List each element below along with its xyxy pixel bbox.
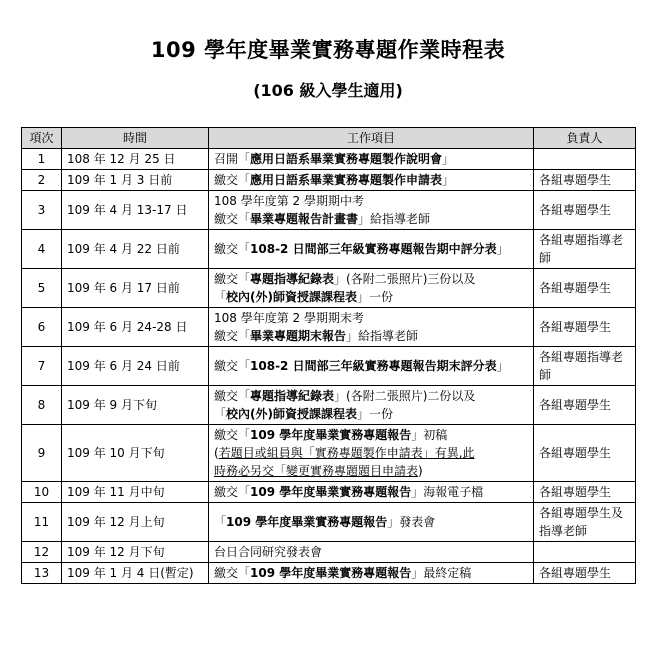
row-time: 108 年 12 月 25 日 [62,149,209,170]
task-text: 繳交「 [214,359,251,373]
task-line [214,240,528,258]
row-task [209,230,534,269]
header-no: 項次 [22,128,62,149]
row-task [209,149,534,170]
row-responsible: 各組專題學生 [534,563,636,584]
row-responsible: 各組專題學生 [534,425,636,482]
task-line [214,462,528,480]
row-task [209,563,534,584]
row-responsible: 各組專題學生 [534,386,636,425]
task-text: 時務必另交「變更實務專題題目申請表 [214,464,419,478]
row-task [209,425,534,482]
row-number: 4 [22,230,62,269]
table-row [22,542,636,563]
task-text: 」給指導老師 [358,212,431,226]
row-responsible: 各組專題學生 [534,170,636,191]
table-row [22,563,636,584]
row-time: 109 年 10 月下旬 [62,425,209,482]
task-line [214,192,528,210]
row-number: 2 [22,170,62,191]
task-text: 應用日語系畢業實務專題製作申請表 [250,173,443,187]
row-task [209,170,534,191]
row-time: 109 年 1 月 4 日(暫定) [62,563,209,584]
task-line [214,387,528,405]
task-text: 「 [214,407,227,421]
row-time: 109 年 11 月中旬 [62,482,209,503]
task-text: 」海報電子檔 [411,485,484,499]
row-time: 109 年 1 月 3 日前 [62,170,209,191]
task-line [214,513,528,531]
task-text: 108-2 日間部三年級實務專題報告期末評分表 [250,359,497,373]
task-text: 應用日語系畢業實務專題製作說明會 [250,152,443,166]
row-time: 109 年 9 月下旬 [62,386,209,425]
header-task: 工作項目 [209,128,534,149]
table-row [22,149,636,170]
row-time: 109 年 6 月 17 日前 [62,269,209,308]
task-line [214,444,528,462]
task-text: 」(各附二張照片)二份以及 [334,389,476,403]
task-text: 繳交「 [214,242,251,256]
row-time: 109 年 4 月 22 日前 [62,230,209,269]
row-number: 1 [22,149,62,170]
task-line [214,327,528,345]
task-text: 109 學年度畢業實務專題報告 [226,515,388,529]
document-subtitle: (106 級入學生適用) [253,81,403,100]
task-text: 」 [496,242,509,256]
row-time: 109 年 6 月 24 日前 [62,347,209,386]
task-text: 繳交「 [214,428,251,442]
row-task [209,191,534,230]
task-line [214,426,528,444]
task-text: 」給指導老師 [346,329,419,343]
table-row [22,503,636,542]
task-text: 108-2 日間部三年級實務專題報告期中評分表 [250,242,497,256]
task-line [214,564,528,582]
row-number: 7 [22,347,62,386]
table-row [22,191,636,230]
task-line [214,288,528,306]
task-text: 繳交「 [214,212,251,226]
task-text: 108 學年度第 2 學期期末考 [214,311,364,325]
row-number: 12 [22,542,62,563]
row-number: 8 [22,386,62,425]
row-number: 11 [22,503,62,542]
row-responsible [534,149,636,170]
task-line [214,483,528,501]
row-responsible: 各組專題學生 [534,269,636,308]
task-text: 109 學年度畢業實務專題報告 [250,428,412,442]
row-responsible [534,542,636,563]
table-row [22,425,636,482]
task-text: 繳交「 [214,566,251,580]
row-responsible: 各組專題指導老師 [534,347,636,386]
task-text: 繳交「 [214,173,251,187]
row-task [209,308,534,347]
table-row [22,482,636,503]
task-text: 「 [214,515,227,529]
task-text: ) [418,464,423,478]
task-text: 校內(外)師資授課課程表 [226,290,357,304]
task-line [214,150,528,168]
row-number: 10 [22,482,62,503]
task-line [214,309,528,327]
table-row [22,347,636,386]
task-text: 繳交「 [214,329,251,343]
task-text: 召開「 [214,152,251,166]
row-responsible: 各組專題學生 [534,482,636,503]
row-number: 3 [22,191,62,230]
row-number: 9 [22,425,62,482]
task-text: 「 [214,290,227,304]
task-text: 繳交「 [214,485,251,499]
task-line [214,543,528,561]
row-responsible: 各組專題指導老師 [534,230,636,269]
header-responsible: 負責人 [534,128,636,149]
task-text: 」最終定稿 [411,566,472,580]
row-task [209,542,534,563]
task-text: 109 學年度畢業實務專題報告 [250,485,412,499]
task-text: 台日合同研究發表會 [214,545,323,559]
task-text: 」 [496,359,509,373]
row-time: 109 年 4 月 13-17 日 [62,191,209,230]
row-number: 6 [22,308,62,347]
row-task [209,347,534,386]
task-text: 專題指導紀錄表 [250,272,335,286]
task-text: 」一份 [357,407,394,421]
row-time: 109 年 12 月下旬 [62,542,209,563]
task-text: 」 [442,152,455,166]
table-header-row [22,128,636,149]
task-line [214,270,528,288]
row-task [209,482,534,503]
task-line [214,357,528,375]
row-task [209,503,534,542]
row-responsible: 各組專題學生 [534,308,636,347]
task-line [214,171,528,189]
row-time: 109 年 6 月 24-28 日 [62,308,209,347]
table-row [22,230,636,269]
task-text: 專題指導紀錄表 [250,389,335,403]
task-text: 」初稿 [411,428,448,442]
table-row [22,386,636,425]
table-row [22,308,636,347]
row-time: 109 年 12 月上旬 [62,503,209,542]
row-responsible: 各組專題學生 [534,191,636,230]
task-text: ( [214,446,219,460]
row-number: 5 [22,269,62,308]
task-line [214,210,528,228]
table-row [22,170,636,191]
task-text: 畢業專題報告計畫書 [250,212,359,226]
task-text: 」發表會 [387,515,436,529]
task-text: 繳交「 [214,272,251,286]
header-time: 時間 [62,128,209,149]
task-text: 」(各附二張照片)三份以及 [334,272,476,286]
task-text: 」一份 [357,290,394,304]
schedule-table [21,127,636,584]
task-line [214,405,528,423]
task-text: 108 學年度第 2 學期期中考 [214,194,364,208]
task-text: 」 [442,173,455,187]
document-title: 109 學年度畢業實務專題作業時程表 [150,38,506,62]
row-responsible: 各組專題學生及指導老師 [534,503,636,542]
row-task [209,386,534,425]
table-body [22,149,636,584]
task-text: 109 學年度畢業實務專題報告 [250,566,412,580]
task-text: 若題目或組員與「實務專題製作申請表」有異,此 [218,446,475,460]
task-text: 畢業專題期末報告 [250,329,347,343]
task-text: 校內(外)師資授課課程表 [226,407,357,421]
row-task [209,269,534,308]
row-number: 13 [22,563,62,584]
table-row [22,269,636,308]
task-text: 繳交「 [214,389,251,403]
